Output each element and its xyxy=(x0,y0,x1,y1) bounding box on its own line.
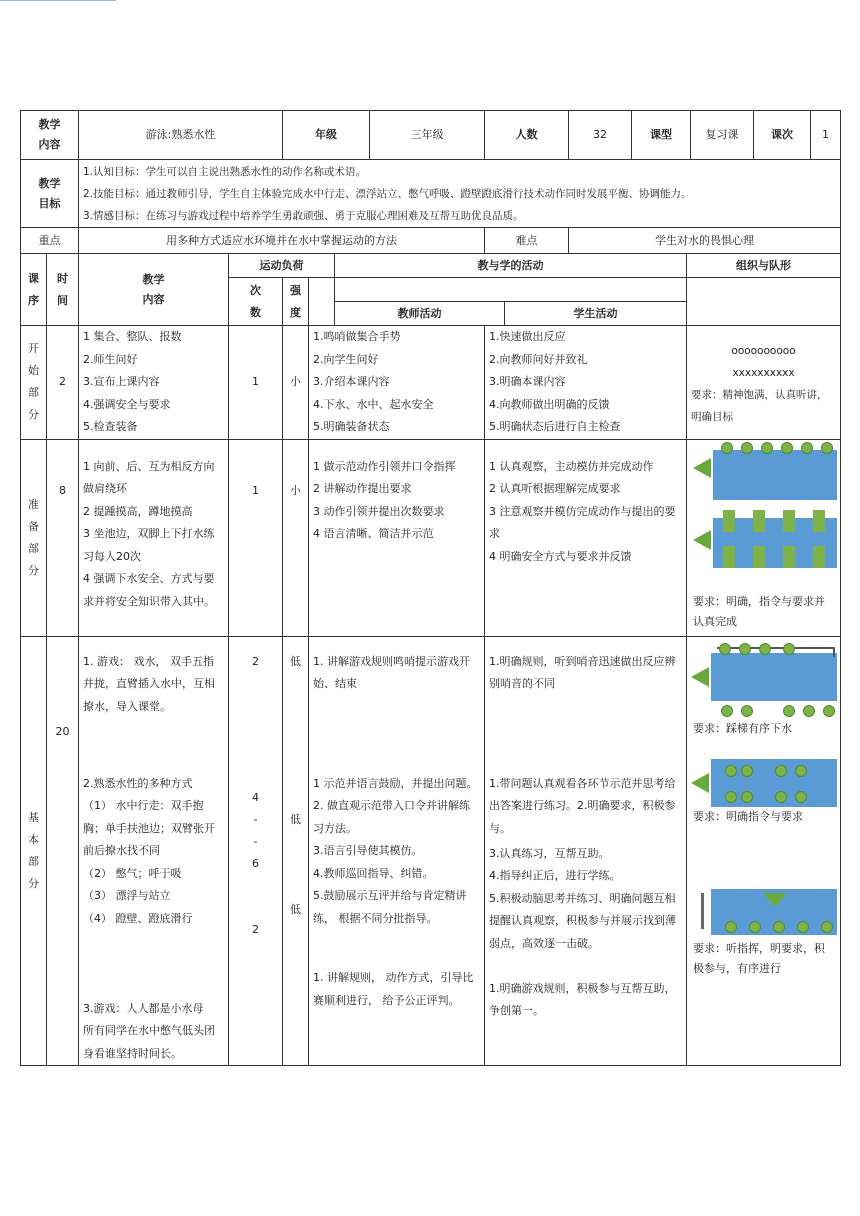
col-org: 组织与队形 xyxy=(687,254,841,278)
type-value: 复习课 xyxy=(691,111,754,159)
goal-line: 2.技能目标：通过教师引导，学生自主体验完成水中行走、漂浮站立、憋气呼吸、蹬壁蹬底滑行技术动作同时发展平衡、协调能力。 xyxy=(83,187,692,200)
goal-line: 3.情感目标：在练习与游戏过程中培养学生勇敢顽强、勇于克服心理困难及互帮互助优良品质。 xyxy=(83,209,524,222)
student-marker xyxy=(725,921,737,933)
section-start-student: 1.快速做出反应 2.向教师问好并致礼 3.明确本课内容 4.向教师做出明确的反馈 5.明确状态后进行自主检查 xyxy=(485,326,687,440)
game3-title: 3.游戏：人人都是小水母 xyxy=(83,1001,204,1015)
game1-content: 1. 游戏： 戏水， 双手五指并拢，直臂插入水中，互相撩水，导入课堂。 xyxy=(83,654,215,713)
student-marker xyxy=(725,765,737,777)
col-times: 次 数 xyxy=(229,278,283,326)
col-teacher: 教师活动 xyxy=(335,302,505,326)
student-marker xyxy=(723,510,735,532)
section-prep-label: 准 备 部 分 xyxy=(21,439,47,636)
student-marker xyxy=(741,442,753,454)
student-marker xyxy=(795,765,807,777)
vertical-arrow-icon xyxy=(701,893,704,929)
section-basic-label: 基 本 部 分 xyxy=(21,636,47,1066)
student-marker xyxy=(775,791,787,803)
ladder-path-line xyxy=(717,647,835,657)
student-marker xyxy=(749,921,761,933)
formation-row-o: oooooooooo xyxy=(731,345,796,358)
count-label: 人数 xyxy=(485,111,569,160)
basic-formation-diagram xyxy=(687,637,840,1059)
student-marker xyxy=(795,791,807,803)
org-requirement: 要求：踩梯有序下水 xyxy=(693,721,793,735)
direction-triangle-icon xyxy=(691,667,709,687)
student-marker xyxy=(721,442,733,454)
col-load: 运动负荷 xyxy=(229,254,335,278)
goal-line: 1.认知目标：学生可以自主说出熟悉水性的动作名称或术语。 xyxy=(83,165,367,178)
top-accent-line xyxy=(0,0,116,1)
prep-formation-diagram xyxy=(687,440,840,636)
teach-content-value: 游泳:熟悉水性 xyxy=(79,111,283,160)
student-marker xyxy=(721,705,733,717)
student-marker xyxy=(823,705,835,717)
goals-list xyxy=(79,160,841,228)
lesson-no-label: 课次 xyxy=(754,111,811,159)
org-requirement: 要求：明确，指令与要求并认真完成 xyxy=(693,594,826,628)
whistle-triangle-icon xyxy=(763,893,787,907)
grade-label: 年级 xyxy=(283,111,370,159)
pool-area xyxy=(711,653,837,701)
student-marker xyxy=(741,765,753,777)
section-prep-times: 1 xyxy=(229,439,283,636)
section-prep-org xyxy=(687,439,841,636)
pool-area xyxy=(713,450,837,500)
col-seq: 课 序 xyxy=(21,254,47,326)
difficulty-value: 学生对水的畏惧心理 xyxy=(569,228,841,254)
section-start-time: 2 xyxy=(47,326,79,440)
section-basic-org xyxy=(687,636,841,1066)
section-prep-time: 8 xyxy=(47,439,79,636)
lesson-plan-table xyxy=(20,110,841,1066)
student-marker xyxy=(801,442,813,454)
col-student: 学生活动 xyxy=(505,302,687,326)
org-requirement: 要求：精神饱满，认真听讲，明确目标 xyxy=(691,389,828,424)
section-start-intensity: 小 xyxy=(283,326,309,440)
org-requirement: 要求：明确指令与要求 xyxy=(693,809,804,823)
student-marker xyxy=(761,442,773,454)
student-marker xyxy=(797,921,809,933)
org-requirement: 要求：听指挥，明要求，积极参与，有序进行 xyxy=(693,941,826,975)
key-label: 重点 xyxy=(21,228,79,254)
student-marker xyxy=(739,643,751,655)
direction-triangle-icon xyxy=(693,530,711,550)
student-marker xyxy=(783,643,795,655)
student-marker xyxy=(781,442,793,454)
water-title: 2.熟悉水性的多种方式 xyxy=(83,776,193,790)
section-prep-student: 1 认真观察，主动模仿并完成动作 2 认真听根据理解完成要求 3 注意观察并模仿完成动作与提出的要求 4 明确安全方式与要求并反馈 xyxy=(485,439,687,636)
student-marker xyxy=(719,643,731,655)
student-marker xyxy=(783,705,795,717)
difficulty-label: 难点 xyxy=(485,228,569,254)
section-basic-student: 1.明确规则，听到哨音迅速做出反应辨别哨音的不同 1.带问题认真观看各环节示范并思考给出答案进行练习。2.明确要求，积极参与。 3.认真练习，互帮互助。 4.指导纠正后，进行学练。 5.积极动脑思考并练习、明确问题互相提醒认真观察，积极参与并展示找到薄弱点，高效逐一击破。 1.明确游戏规则，积极参与互帮互助，争创第一。 xyxy=(485,636,687,1066)
section-basic-time: 20 xyxy=(47,636,79,1066)
key-value: 用多种方式适应水环境并在水中掌握运动的方法 xyxy=(79,228,485,254)
count-value: 32 xyxy=(569,111,632,159)
col-intensity: 强 度 xyxy=(283,278,309,326)
student-marker xyxy=(773,921,785,933)
section-prep-content: 1 向前、后、互为相反方向做肩绕环 2 提踵摸高，蹲地摸高 3 坐池边，双脚上下打水练习每人20次 4 强调下水安全、方式与要求并将安全知识带入其中。 xyxy=(79,439,229,636)
student-marker xyxy=(821,921,833,933)
section-prep-intensity: 小 xyxy=(283,439,309,636)
section-start-content: 1 集合、整队、报数 2.师生问好 3.宣布上课内容 4.强调安全与要求 5.检查装备 xyxy=(79,326,229,440)
lesson-no-value: 1 xyxy=(822,128,830,141)
student-marker xyxy=(783,546,795,568)
student-marker xyxy=(741,705,753,717)
student-marker xyxy=(803,705,815,717)
section-start-org xyxy=(687,326,841,440)
section-start-teacher: 1.鸣哨做集合手势 2.向学生问好 3.介绍本课内容 4.下水、水中、起水安全 5.明确装备状态 xyxy=(309,326,485,440)
student-marker xyxy=(813,546,825,568)
student-marker xyxy=(783,510,795,532)
student-marker xyxy=(775,765,787,777)
section-basic-intensity: 低 低 低 xyxy=(283,636,309,1066)
col-activities: 教与学的活动 xyxy=(335,254,687,278)
student-marker xyxy=(813,510,825,532)
col-time: 时 间 xyxy=(47,254,79,326)
student-marker xyxy=(723,546,735,568)
student-marker xyxy=(725,791,737,803)
student-marker xyxy=(821,442,833,454)
section-basic-content: 1. 游戏： 戏水， 双手五指并拢，直臂插入水中，互相撩水，导入课堂。 2.熟悉水性的多种方式 （1） 水中行走：双手抱胸；单手扶池边；双臂张开前后撩水找不同 （2） 憋气；呼于吸 （3） 漂浮与站立 （4） 蹬壁、蹬底滑行 3.游戏：人人都是小水母 所有同学在水中憋气低头团身看谁坚持时间长。 xyxy=(79,636,229,1066)
grade-value: 三年级 xyxy=(410,128,444,141)
section-basic-teacher: 1. 讲解游戏规则鸣哨提示游戏开始、结束 1 示范并语言鼓励，并提出问题。 2. 做直观示范带入口令并讲解练习方法。 3.语言引导使其模仿。 4.教师巡回指导、纠错。 5.鼓励展示互评并给与肯定精讲练， 根据不同分批指导。 1. 讲解规则， 动作方式，引导比赛顺利进行， 给予公正评判。 xyxy=(309,636,485,1066)
game3-desc: 所有同学在水中憋气低头团身看谁坚持时间长。 xyxy=(83,1024,215,1060)
student-marker xyxy=(741,791,753,803)
student-marker xyxy=(753,510,765,532)
formation-row-x: xxxxxxxxxx xyxy=(732,367,795,380)
teach-content-label: 教学 内容 xyxy=(21,111,79,160)
section-start-times: 1 xyxy=(229,326,283,440)
student-marker xyxy=(753,546,765,568)
direction-triangle-icon xyxy=(693,458,711,478)
col-content: 教学 内容 xyxy=(79,254,229,326)
goals-label: 教学 目标 xyxy=(21,160,79,228)
direction-triangle-icon xyxy=(691,773,709,793)
section-prep-teacher: 1 做示范动作引领并口令指挥 2 讲解动作提出要求 3 动作引领并提出次数要求 4 语言清晰、简洁并示范 xyxy=(309,439,485,636)
type-label: 课型 xyxy=(632,111,691,159)
student-marker xyxy=(759,643,771,655)
section-start-label: 开 始 部 分 xyxy=(21,326,47,440)
section-basic-times: 2 4 - - 6 2 xyxy=(229,636,283,1066)
